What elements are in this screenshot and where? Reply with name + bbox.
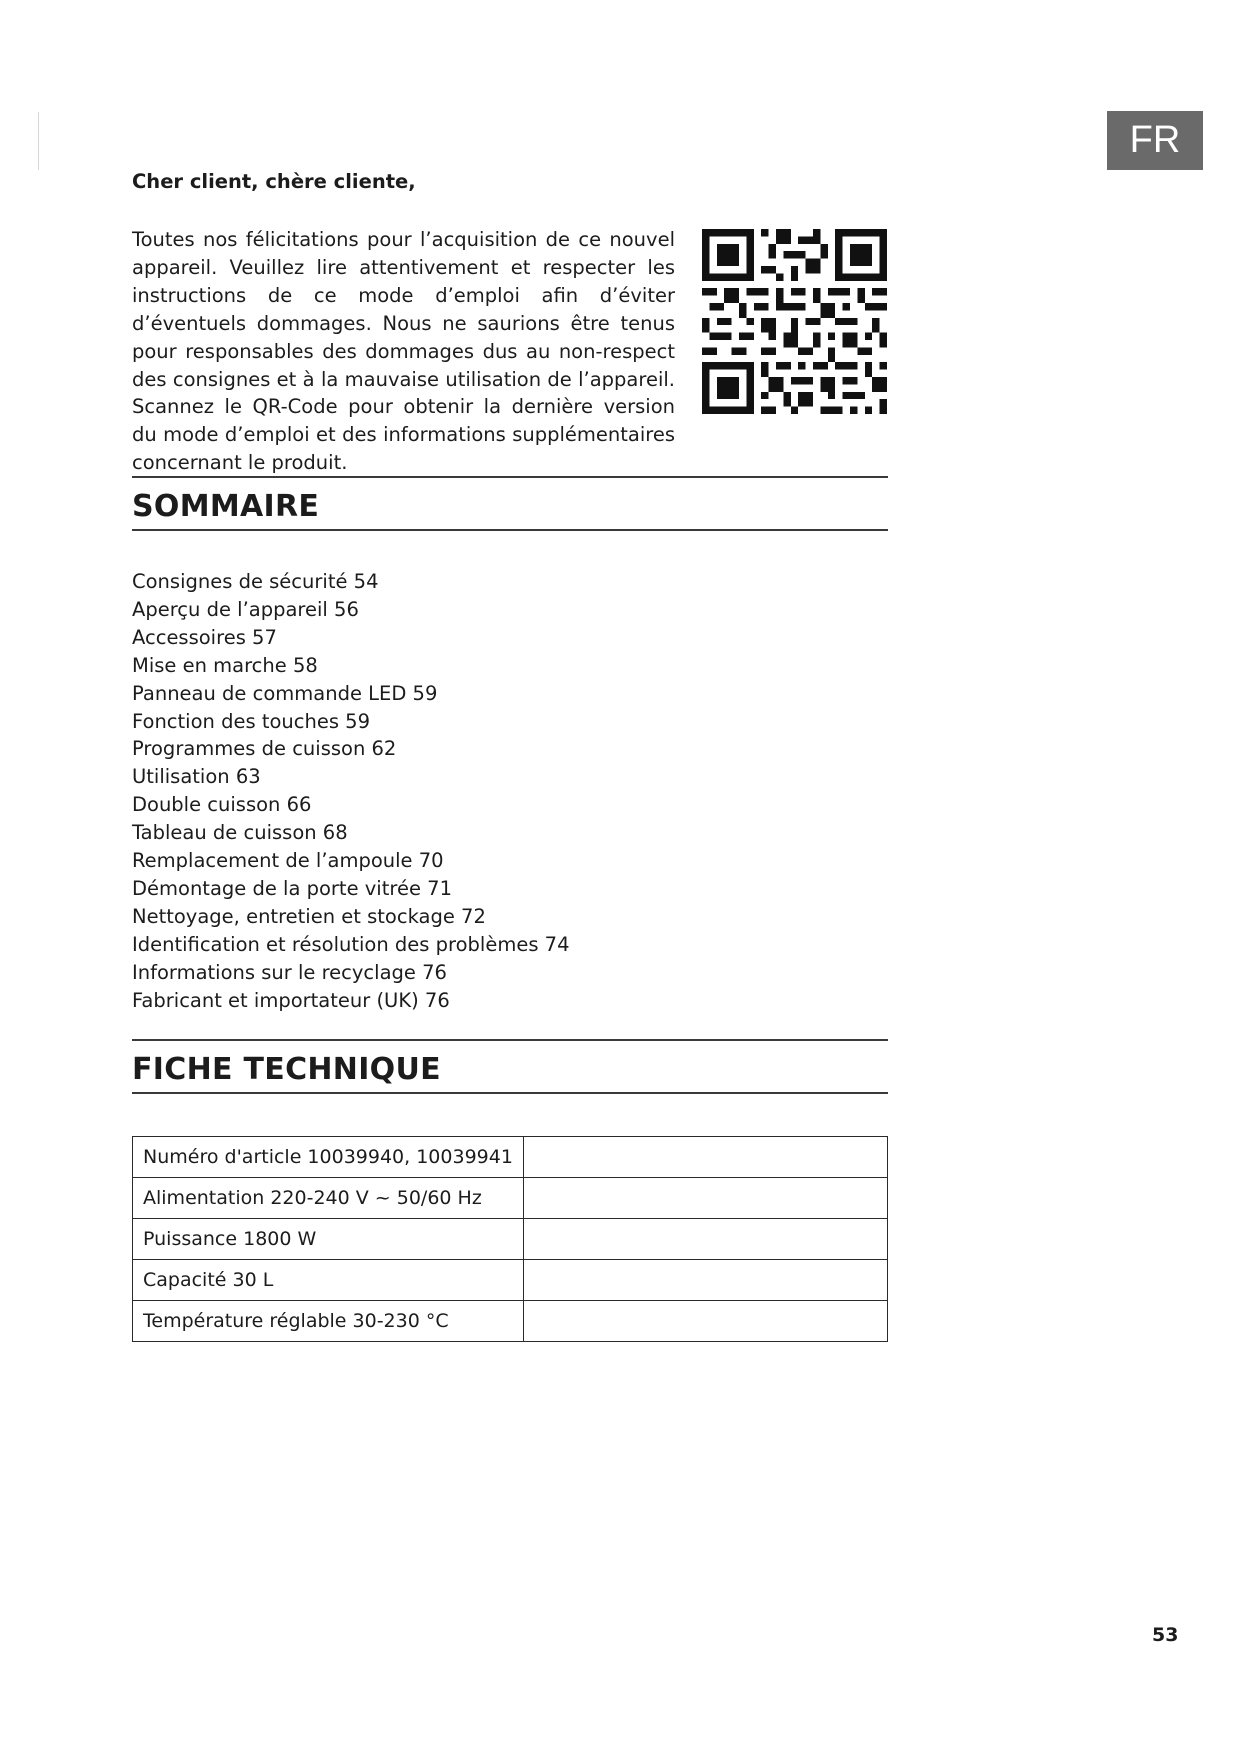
toc-title: SOMMAIRE — [132, 489, 320, 524]
toc-item[interactable]: Nettoyage, entretien et stockage 72 — [132, 904, 486, 928]
toc-list — [132, 568, 569, 1015]
specs-title: FICHE TECHNIQUE — [132, 1052, 441, 1087]
divider — [132, 1039, 888, 1041]
toc-item[interactable]: Tableau de cuisson 68 — [132, 821, 348, 845]
toc-item[interactable]: Fabricant et importateur (UK) 76 — [132, 988, 450, 1012]
table-row — [133, 1137, 888, 1178]
spec-value — [523, 1260, 887, 1301]
spec-label: Puissance 1800 W — [133, 1219, 524, 1260]
spec-value — [523, 1178, 887, 1219]
spec-label: Numéro d'article 10039940, 10039941 — [133, 1137, 524, 1178]
spec-table — [132, 1136, 888, 1342]
toc-item[interactable]: Utilisation 63 — [132, 765, 261, 789]
table-row — [133, 1301, 888, 1342]
margin-rule — [38, 112, 39, 170]
toc-item[interactable]: Panneau de commande LED 59 — [132, 681, 438, 705]
toc-item[interactable]: Mise en marche 58 — [132, 653, 318, 677]
spec-value — [523, 1137, 887, 1178]
toc-item[interactable]: Informations sur le recyclage 76 — [132, 960, 447, 984]
toc-item[interactable]: Aperçu de l’appareil 56 — [132, 597, 359, 621]
table-row — [133, 1260, 888, 1301]
toc-item[interactable]: Fonction des touches 59 — [132, 709, 370, 733]
toc-item[interactable]: Double cuisson 66 — [132, 793, 312, 817]
greeting: Cher client, chère cliente, — [132, 170, 416, 193]
divider — [132, 1092, 888, 1094]
qr-code-icon[interactable] — [702, 229, 887, 414]
spec-value — [523, 1301, 887, 1342]
divider — [132, 529, 888, 531]
toc-item[interactable]: Identification et résolution des problèmes 74 — [132, 932, 570, 956]
spec-label: Alimentation 220-240 V ~ 50/60 Hz — [133, 1178, 524, 1219]
divider — [132, 476, 888, 478]
toc-item[interactable]: Consignes de sécurité 54 — [132, 570, 379, 593]
spec-label: Capacité 30 L — [133, 1260, 524, 1301]
intro-paragraph: Toutes nos félicitations pour l’acquisition de ce nouvel appareil. Veuillez lire attentivement et respecter les instructions de ce mode d’emploi afin d’éviter d’éventuels dommages. Nous ne saurions être tenus pour responsables des dommages dus au non-respect des consignes et à la mauvaise utilisation de l’appareil. Scannez le QR-Code pour obtenir la dernière version du mode d’emploi et des informations supplémentaires concernant le produit. — [132, 228, 675, 475]
language-tab: FR — [1107, 111, 1203, 170]
spec-label: Température réglable 30-230 °C — [133, 1301, 524, 1342]
table-row — [133, 1178, 888, 1219]
spec-value — [523, 1219, 887, 1260]
toc-item[interactable]: Programmes de cuisson 62 — [132, 737, 397, 761]
toc-item[interactable]: Démontage de la porte vitrée 71 — [132, 876, 452, 900]
toc-item[interactable]: Remplacement de l’ampoule 70 — [132, 849, 444, 873]
table-row — [133, 1219, 888, 1260]
toc-item[interactable]: Accessoires 57 — [132, 625, 277, 649]
page-number: 53 — [1152, 1624, 1179, 1646]
